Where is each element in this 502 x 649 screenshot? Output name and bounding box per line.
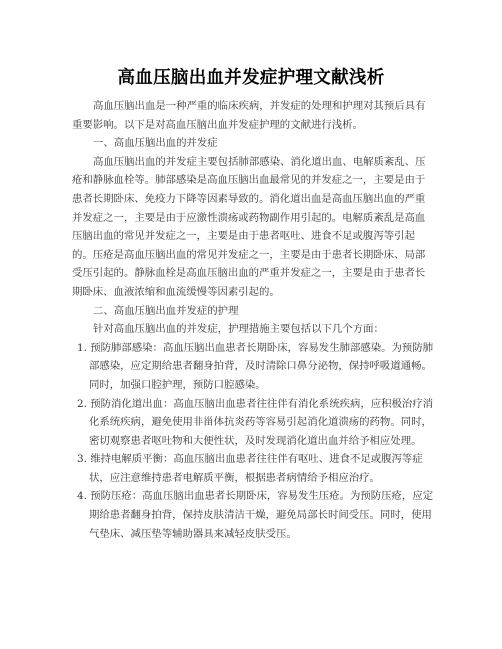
section-heading-2: 二、高血压脑出血并发症的护理 (93, 304, 239, 317)
list-item: 1. 预防肺部感染：高血压脑出血患者长期卧床，容易发生肺部感染。为预防肺部感染，应定期给患者翻身拍背，及时清除口鼻分泌物，保持呼吸道通畅。同时，加强口腔护理，预防口腔感染。 (77, 341, 434, 391)
intro-paragraph: 高血压脑出血是一种严重的临床疾病，并发症的处理和护理对其预后具有重要影响。以下是对高血压脑出血并发症护理的文献进行浅析。 (72, 100, 426, 131)
complications-paragraph: 高血压脑出血的并发症主要包括肺部感染、消化道出血、电解质紊乱、压疮和静脉血栓等。肺部感染是高血压脑出血最常见的并发症之一，主要是由于患者长期卧床、免疫力下降等因素导致的。消化道出血是高血压脑出血的严重并发症之一，主要是由于应激性溃疡或药物副作用引起的。电解质紊乱是高血压脑出血的常见并发症之一，主要是由于患者呕吐、进食不足或腹泻等引起的。压疮是高血压脑出血的常见并发症之一，主要是由于患者长期卧床、局部受压引起的。静脉血栓是高血压脑出血的严重并发症之一，主要是由于患者长期卧床、血液浓缩和血流缓慢等因素引起的。 (72, 155, 426, 298)
section-heading-1: 一、高血压脑出血的并发症 (93, 137, 218, 150)
list-item: 2. 预防消化道出血：高血压脑出血患者往往伴有消化系统疾病，应积极治疗消化系统疾病，避免使用非甾体抗炎药等容易引起消化道溃疡的药物。同时，密切观察患者呕吐物和大便性状，及时发现消化道出血并给予相应处理。 (77, 397, 434, 447)
nursing-intro-paragraph: 针对高血压脑出血的并发症，护理措施主要包括以下几个方面： (93, 323, 384, 336)
list-item: 3. 维持电解质平衡：高血压脑出血患者往往伴有呕吐、进食不足或腹泻等症状，应注意维持患者电解质平衡，根据患者病情给予相应治疗。 (77, 453, 423, 484)
document-title: 高血压脑出血并发症护理文献浅析 (117, 68, 385, 88)
list-item: 4. 预防压疮：高血压脑出血患者长期卧床，容易发生压疮。为预防压疮，应定期给患者翻身拍背，保持皮肤清洁干燥，避免局部长时间受压。同时，使用气垫床、减压垫等辅助器具来减轻皮肤受压。 (77, 490, 434, 540)
document-body (72, 97, 434, 543)
